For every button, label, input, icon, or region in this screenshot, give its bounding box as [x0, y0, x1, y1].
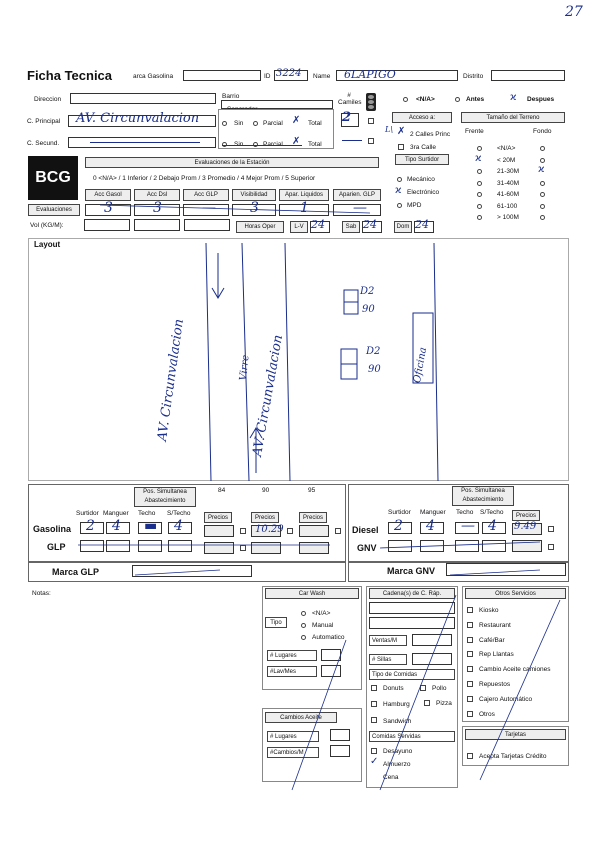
- electronico-check-mark: ϰ: [395, 185, 402, 196]
- eval-value: 1: [300, 200, 309, 216]
- horas-value: 24: [363, 218, 377, 231]
- eval-col-header: Acc Dsl: [134, 189, 180, 201]
- otros-item-label: Restaurant: [479, 621, 511, 629]
- name-label: Name: [313, 73, 331, 80]
- diesel-precios-label: Precios: [512, 510, 540, 521]
- layout-title: Layout: [34, 240, 61, 249]
- acceso-2calles-label: 2 Calles Princ: [410, 131, 451, 138]
- layout-note-90-b: 90: [368, 364, 381, 375]
- cambios-lugares-label: # Lugares: [267, 731, 319, 742]
- desayuno-label: Desayuno: [383, 748, 413, 755]
- precios-90-label: Precios: [251, 512, 279, 523]
- mpd-label: MPD: [407, 202, 422, 209]
- tamano-option-label: 61-100: [497, 202, 518, 210]
- marca-gasolina-label: arca Gasolina: [133, 73, 174, 80]
- cw-lugares-label: # Lugares: [267, 650, 317, 661]
- cambios-header: Cambios Aceite: [265, 712, 337, 723]
- tamano-option-label: <N/A>: [497, 145, 516, 152]
- eval-col-header: Aparien. GLP: [333, 189, 381, 201]
- c-principal-label: C. Principal: [27, 118, 61, 125]
- cadena-header: Cadena(s) de C. Ráp.: [369, 588, 455, 599]
- sep-total-check-mark: ✗: [292, 115, 301, 126]
- donuts-label: Donuts: [383, 685, 404, 692]
- eval-col-header: Apar. Liquidos: [279, 189, 329, 201]
- sep-parcial-label: Parcial: [263, 120, 283, 127]
- horas-value: 24: [415, 218, 429, 231]
- sep2-total-check-mark: ✗: [292, 136, 301, 147]
- glp-row-label: GLP: [47, 542, 66, 552]
- hamburg-label: Hamburg: [383, 701, 410, 708]
- otros-item-label: Cajero Automático: [479, 695, 533, 703]
- id-value: 3224: [276, 68, 302, 79]
- sep-sin-label: Sin: [234, 120, 244, 127]
- tarjetas-label: Acepta Tarjetas Crédito: [479, 753, 547, 760]
- layout-note-d2-a: D2: [360, 286, 375, 297]
- horas-value: 24: [311, 218, 325, 231]
- eval-col-header: Acc Gasol: [85, 189, 131, 201]
- diesel-col-surtidor: Surtidor: [388, 509, 411, 516]
- eval-value: 3: [250, 200, 259, 216]
- otros-item-label: Otros: [479, 710, 495, 718]
- gas-cell-value: 4: [174, 518, 183, 534]
- comidas-servidas-label: Comidas Servidas: [369, 731, 455, 742]
- cambios-num-label: #Cambios/M: [267, 747, 319, 758]
- marca-gnv-label: Marca GNV: [387, 566, 436, 576]
- frente-check-mark: ϰ: [475, 152, 482, 164]
- diesel-price-value: 9.49: [514, 521, 537, 532]
- diesel-row-label: Diesel: [352, 525, 379, 535]
- status-na-label: <N/A>: [416, 96, 435, 103]
- layout-note-av1: AV. Circunvalacion: [155, 318, 187, 443]
- mecanico-label: Mecánico: [407, 176, 435, 183]
- tamano-option-label: < 20M: [497, 156, 516, 164]
- diesel-col-stecho: S/Techo: [480, 509, 504, 516]
- gas-col-surtidor: Surtidor: [76, 510, 99, 517]
- status-despues-check-mark: ϰ: [510, 92, 517, 103]
- otros-item-label: Cambio Aceite camiones: [479, 666, 551, 674]
- eval-value: —: [353, 200, 367, 216]
- id-label: ID: [264, 73, 271, 80]
- eval-col-header: Visibilidad: [232, 189, 276, 201]
- cw-na-label: <N/A>: [312, 610, 331, 617]
- otros-item-label: Repuestos: [479, 681, 511, 688]
- status-despues-label: Despues: [527, 96, 555, 103]
- name-value: 6LAPIGO: [344, 68, 396, 81]
- eval-value: 3: [153, 200, 162, 216]
- status-antes-label: Antes: [466, 96, 485, 103]
- tamano-option-label: 31-40M: [497, 179, 520, 187]
- octane-90: 90: [262, 487, 270, 494]
- diesel-cell-value: 4: [426, 518, 435, 534]
- fondo-check-mark: ϰ: [538, 164, 545, 175]
- gas-col-manguer: Manguer: [103, 510, 129, 517]
- sep2-total-label: Total: [308, 141, 322, 148]
- otros-header: Otros Servicios: [465, 588, 566, 599]
- page-number-mark: 27: [565, 4, 583, 20]
- layout-note-oficina: Oficina: [412, 346, 430, 384]
- layout-note-90-a: 90: [362, 304, 375, 315]
- acceso-3ra-label: 3ra Calle: [410, 144, 437, 151]
- tipo-comidas-label: Tipo de Comidas: [369, 669, 455, 680]
- bcg-logo: BCG: [28, 156, 78, 200]
- layout-note-d2-b: D2: [366, 346, 381, 357]
- horas-day-label: Dom: [394, 221, 412, 233]
- electronico-label: Electrónico: [407, 189, 440, 196]
- sep2-parcial-label: Parcial: [263, 141, 283, 148]
- frente-label: Frente: [465, 128, 484, 135]
- otros-item-label: Café/Bar: [479, 636, 505, 644]
- octane-95: 95: [308, 487, 316, 494]
- c-principal-value: AV. Circunvalacion: [76, 111, 200, 126]
- horas-day-label: Sab: [342, 221, 360, 233]
- acceso-mark: L\: [385, 125, 394, 134]
- precios-84-label: Precios: [204, 512, 232, 523]
- gas-cell-value: 2: [86, 518, 95, 534]
- gas-cell-value: 4: [112, 518, 121, 534]
- otros-item-label: Kiosko: [479, 607, 499, 614]
- marca-glp-label: Marca GLP: [52, 567, 100, 577]
- layout-note-av2: AV. Circunvalacion: [250, 333, 287, 458]
- diesel-cell-value: —: [461, 518, 475, 534]
- horas-oper-label: Horas Oper: [236, 221, 284, 233]
- camiles-label: # Camiles: [338, 92, 362, 106]
- tamano-header: Tamaño del Terreno: [461, 112, 565, 123]
- evaluaciones-row-label: Evaluaciones: [28, 204, 80, 216]
- diesel-pos-simultanea: Pos. Simultanea Abastecimiento: [452, 486, 514, 506]
- gasolina-row-label: Gasolina: [33, 524, 72, 534]
- tipo-surtidor-header: Tipo Surtidor: [395, 154, 449, 165]
- horas-day-label: L-V: [290, 221, 308, 233]
- car-wash-tipo-label: Tipo: [265, 617, 287, 628]
- diesel-cell-value: 4: [488, 518, 497, 534]
- gas-cell-value: ▬: [144, 518, 158, 534]
- almuerzo-label: Almuerzo: [383, 761, 411, 768]
- diesel-col-manguer: Manguer: [420, 509, 446, 516]
- price-90-value: 10.29: [255, 524, 284, 535]
- cena-label: Cena: [383, 774, 399, 781]
- gas-pos-simultanea: Pos. Simultanea Abastecimiento: [134, 487, 196, 507]
- sandwich-label: Sandwich: [383, 718, 412, 725]
- otros-item-label: Rep Llantas: [479, 651, 514, 659]
- cw-auto-label: Automatico: [312, 634, 345, 641]
- cw-lavmes-label: #Lav/Mes: [267, 666, 317, 677]
- sep-total-label: Total: [308, 120, 322, 127]
- diesel-cell-value: 2: [394, 518, 403, 534]
- tamano-option-label: > 100M: [497, 214, 519, 221]
- layout-note-virre: Virre: [238, 354, 252, 382]
- eval-col-header: Acc GLP: [183, 189, 229, 201]
- notas-label: Notas:: [32, 590, 51, 597]
- gas-col-techo: Techo: [138, 510, 156, 517]
- barrio-label: Barrio: [222, 93, 240, 100]
- sep2-sin-label: Sin: [234, 141, 244, 148]
- distrito-label: Distrito: [463, 73, 484, 80]
- acceso-header: Acceso a:: [392, 112, 452, 123]
- c-secund-label: C. Secund.: [27, 140, 60, 147]
- precios-95-label: Precios: [299, 512, 327, 523]
- pizza-label: Pizza: [436, 700, 452, 707]
- car-wash-header: Car Wash: [265, 588, 359, 599]
- evaluaciones-header: Evaluaciones de la Estación: [85, 157, 379, 168]
- vol-label: Vol (KG/M):: [30, 222, 64, 229]
- camiles-value: 2: [342, 110, 352, 125]
- fondo-label: Fondo: [533, 128, 552, 135]
- gas-col-stecho: S/Techo: [167, 510, 191, 517]
- ventas-label: Ventas/M: [369, 635, 407, 646]
- direccion-label: Direccion: [34, 96, 62, 103]
- acceso-2calles-check-mark: ✗: [397, 126, 406, 137]
- cw-manual-label: Manual: [312, 622, 334, 629]
- tamano-option-label: 41-60M: [497, 191, 520, 198]
- tarjetas-header: Tarjetas: [465, 729, 566, 740]
- eval-value: 3: [104, 200, 113, 216]
- pollo-label: Pollo: [432, 685, 447, 692]
- diesel-col-techo: Techo: [456, 509, 474, 516]
- eval-value: —: [202, 200, 216, 216]
- octane-84: 84: [218, 487, 226, 494]
- almuerzo-check-mark: ✓: [370, 756, 379, 767]
- sillas-label: # Sillas: [369, 654, 407, 665]
- page-title: Ficha Tecnica: [27, 68, 113, 83]
- evaluaciones-scale: 0 <N/A> / 1 Inferior / 2 Debajo Prom / 3 Promedio / 4 Mejor Prom / 5 Superior: [93, 175, 316, 182]
- gnv-row-label: GNV: [357, 543, 377, 553]
- tamano-option-label: 21-30M: [497, 168, 520, 175]
